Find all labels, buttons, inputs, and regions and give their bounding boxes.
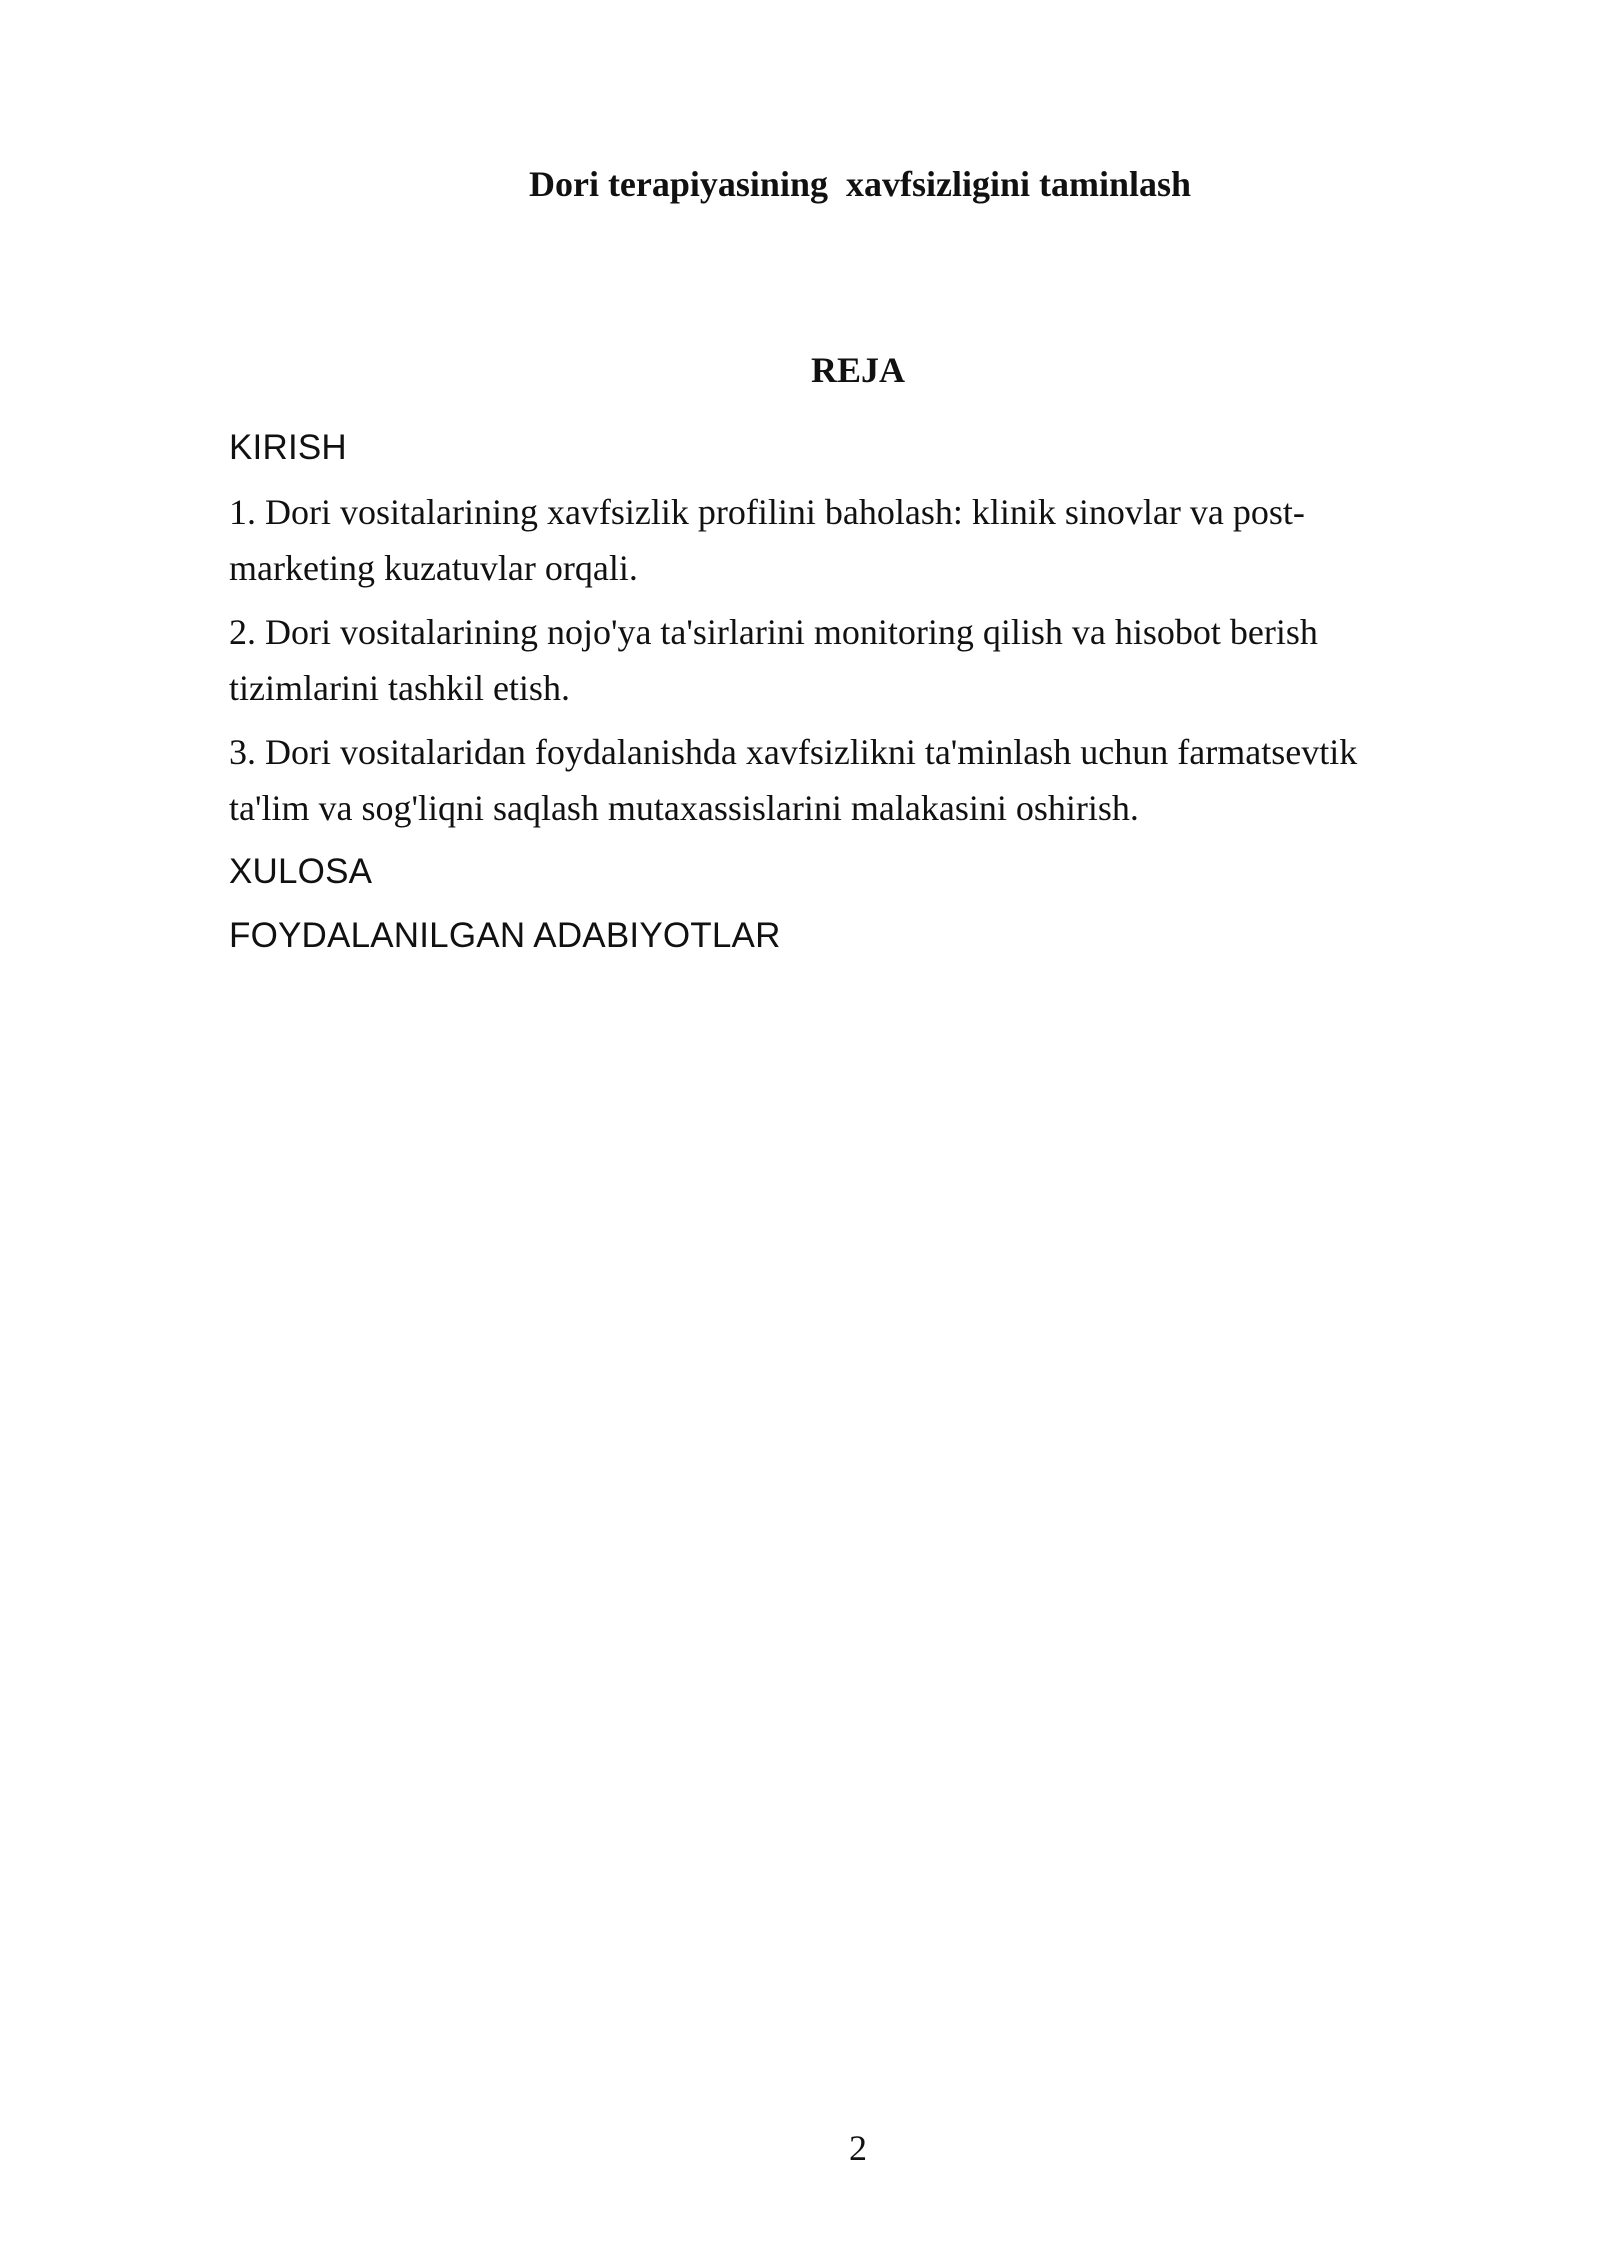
- plan-contents: [229, 420, 1429, 972]
- plan-item-1: 1. Dori vositalarining xavfsizlik profilini baholash: klinik sinovlar va post-marketing kuzatuvlar orqali.: [229, 492, 1305, 588]
- references-heading: FOYDALANILGAN ADABIYOTLAR: [229, 916, 781, 955]
- plan-item-2: 2. Dori vositalarining nojo'ya ta'sirlarini monitoring qilish va hisobot berish tizimlarini tashkil etish.: [229, 612, 1318, 708]
- plan-heading: REJA: [810, 350, 905, 390]
- document-title: Dori terapiyasining xavfsizligini taminlash: [528, 164, 1192, 204]
- page-number: 2: [849, 2128, 867, 2168]
- intro-heading: KIRISH: [229, 428, 347, 467]
- plan-item-3: 3. Dori vositalaridan foydalanishda xavfsizlikni ta'minlash uchun farmatsevtik ta'lim va sog'liqni saqlash mutaxassislarini malakasini oshirish.: [229, 732, 1358, 828]
- conclusion-heading: XULOSA: [229, 852, 373, 891]
